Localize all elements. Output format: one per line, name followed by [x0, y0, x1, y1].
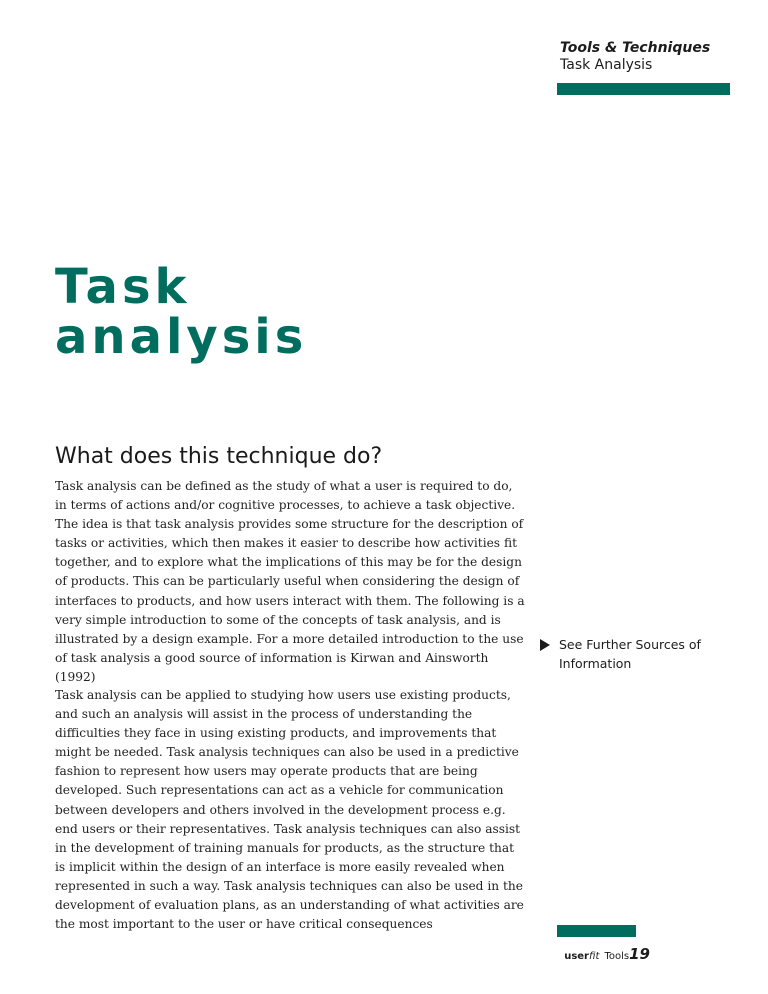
footer-brand-fit: fit: [589, 951, 600, 962]
page-number: 19: [629, 945, 650, 963]
page-title: [55, 259, 308, 365]
section-heading: What does this technique do?: [55, 444, 383, 469]
header-subsection-title: Task Analysis: [560, 57, 653, 73]
running-header: [560, 40, 710, 74]
page-title-line-1: Task: [55, 259, 191, 315]
footer-tools-label: Tools: [604, 951, 630, 962]
body-paragraph-1: Task analysis can be defined as the study of what a user is required to do, in terms of actions and/or cognitive processes, to achieve a task objective. The idea is that task analysis provides some structure for the description of tasks or activities, which then makes it easier to describe how activities fit together, and to explore what the implications of this may be for the design of products. This can be particularly useful when considering the design of interfaces to products, and how users interact with them. The following is a very simple introduction to some of the concepts of task analysis, and is illustrated by a design example. For a more detailed introduction to the use of task analysis a good source of information is Kirwan and Ainsworth (1992): [55, 479, 525, 684]
header-section-title: Tools & Techniques: [560, 40, 711, 56]
sidenote-text: See Further Sources of Information: [559, 637, 701, 671]
arrow-right-icon: [540, 639, 550, 651]
footer-brand-user: user: [564, 951, 589, 962]
header-accent-bar: [557, 83, 730, 95]
page-footer: [530, 944, 650, 963]
footer-accent-bar: [557, 925, 636, 937]
page-title-line-2: analysis: [55, 309, 308, 365]
body-paragraph-2: Task analysis can be applied to studying how users use existing products, and such an analysis will assist in the process of understanding the difficulties they face in using existing products, and improvements that might be needed. Task analysis techniques can also be used in a predictive fashion to represent how users may operate products that are being developed. Such representations can act as a vehicle for communication between developers and others involved in the development process e.g. end users or their representatives. Task analysis techniques can also assist in the development of training manuals for products, as the structure that is implicit within the design of an interface is more easily revealed when represented in such a way. Task analysis techniques can also be used in the development of evaluation plans, as an understanding of what activities are the most important to the user or have critical consequences: [55, 688, 524, 932]
